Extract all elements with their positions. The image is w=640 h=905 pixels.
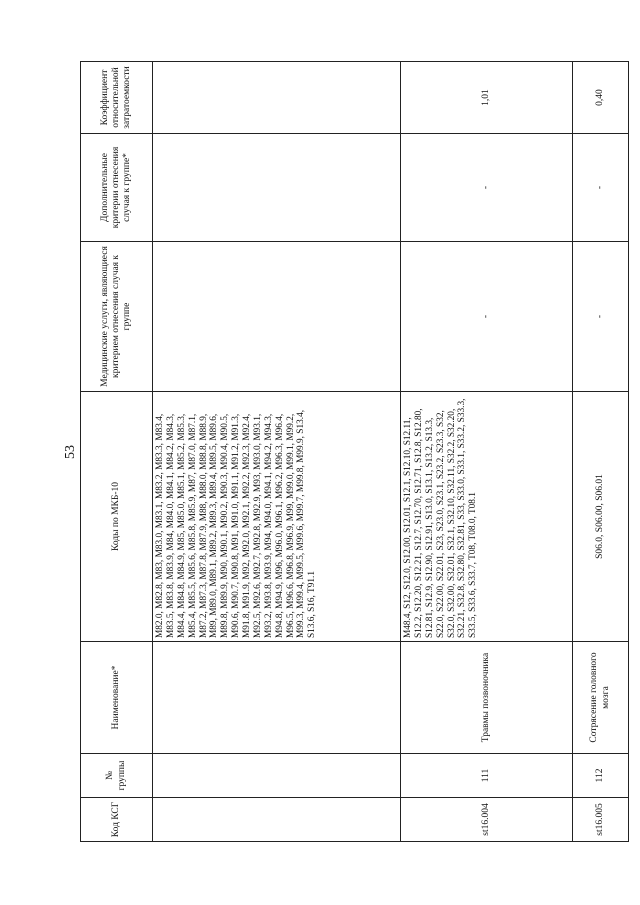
header-group-no: № группы bbox=[81, 754, 153, 798]
cell-coefficient: 1,01 bbox=[401, 62, 573, 134]
cell-extra-criteria: - bbox=[573, 134, 629, 242]
cell-extra-criteria: - bbox=[401, 134, 573, 242]
rotated-table-area bbox=[80, 62, 628, 842]
header-services: Медицинские услуги, являющиеся критерием отнесения случая к группе bbox=[81, 242, 153, 392]
table-row bbox=[153, 62, 401, 842]
cell-name: Травмы позвоночника bbox=[401, 642, 573, 754]
header-name: Наименование* bbox=[81, 642, 153, 754]
cell-icd-codes: M48.4, S12, S12.0, S12.00, S12.01, S12.1, S12.10, S12.11, S12.2, S12.20, S12.21, S12.7, S12.70, S12.71, S12.8, S12.80, S12.81, S12.9, S12.90, S12.91, S13.0, S13.1, S13.2, S13.3, S22.0, S22.00, S22.01, S23, S23.0, S23.1, S23.2, S23.3, S32, S32.0, S32.00, S32.01, S32.1, S32.10, S32.11, S32.2, S32.20, S32.21, S32.8, S32.80, S32.81, S33, S33.0, S33.1, S33.2, S33.3, S33.5, S33.6, S33.7, T08, T08.0, T08.1 bbox=[401, 392, 573, 642]
cell-ksg-code bbox=[153, 798, 401, 842]
page-number: 53 bbox=[63, 445, 78, 459]
cell-ksg-code: st16.004 bbox=[401, 798, 573, 842]
cell-services bbox=[153, 242, 401, 392]
table-row bbox=[401, 62, 573, 842]
cell-coefficient bbox=[153, 62, 401, 134]
table-header-row bbox=[81, 62, 153, 842]
cell-icd-codes: S06.0, S06.00, S06.01 bbox=[573, 392, 629, 642]
header-extra-criteria: Дополнительные критерии отнесения случая к группе* bbox=[81, 134, 153, 242]
cell-coefficient: 0,40 bbox=[573, 62, 629, 134]
cell-extra-criteria bbox=[153, 134, 401, 242]
cell-group-no bbox=[153, 754, 401, 798]
ksg-table bbox=[80, 61, 629, 842]
header-coefficient: Коэффициент относительной затратоемкости bbox=[81, 62, 153, 134]
table-wrap bbox=[80, 62, 628, 842]
cell-group-no: 111 bbox=[401, 754, 573, 798]
header-ksg-code: Код КСГ bbox=[81, 798, 153, 842]
cell-name: Сотрясение головного мозга bbox=[573, 642, 629, 754]
cell-services: - bbox=[573, 242, 629, 392]
cell-name bbox=[153, 642, 401, 754]
cell-ksg-code: st16.005 bbox=[573, 798, 629, 842]
cell-services: - bbox=[401, 242, 573, 392]
header-icd-codes: Коды по МКБ-10 bbox=[81, 392, 153, 642]
table-row bbox=[573, 62, 629, 842]
cell-icd-codes: M82.0, M82.8, M83, M83.0, M83.1, M83.2, M83.3, M83.4, M83.5, M83.8, M83.9, M84, M84.0, M84.1, M84.2, M84.3, M84.4, M84.8, M84.9, M85, M85.0, M85.1, M85.2, M85.3, M85.4, M85.5, M85.6, M85.8, M85.9, M87, M87.0, M87.1, M87.2, M87.3, M87.8, M87.9, M88, M88.0, M88.8, M88.9, M89, M89.0, M89.1, M89.2, M89.3, M89.4, M89.5, M89.6, M89.8, M89.9, M90, M90.1, M90.2, M90.3, M90.4, M90.5, M90.6, M90.7, M90.8, M91, M91.0, M91.1, M91.2, M91.3, M91.8, M91.9, M92, M92.0, M92.1, M92.2, M92.3, M92.4, M92.5, M92.6, M92.7, M92.8, M92.9, M93, M93.0, M93.1, M93.2, M93.8, M93.9, M94, M94.0, M94.1, M94.2, M94.3, M94.8, M94.9, M96, M96.0, M96.1, M96.2, M96.3, M96.4, M96.5, M96.6, M96.8, M96.9, M99, M99.0, M99.1, M99.2, M99.3, M99.4, M99.5, M99.6, M99.7, M99.8, M99.9, S13.4, S13.6, S16, T91.1 bbox=[153, 392, 401, 642]
cell-group-no: 112 bbox=[573, 754, 629, 798]
